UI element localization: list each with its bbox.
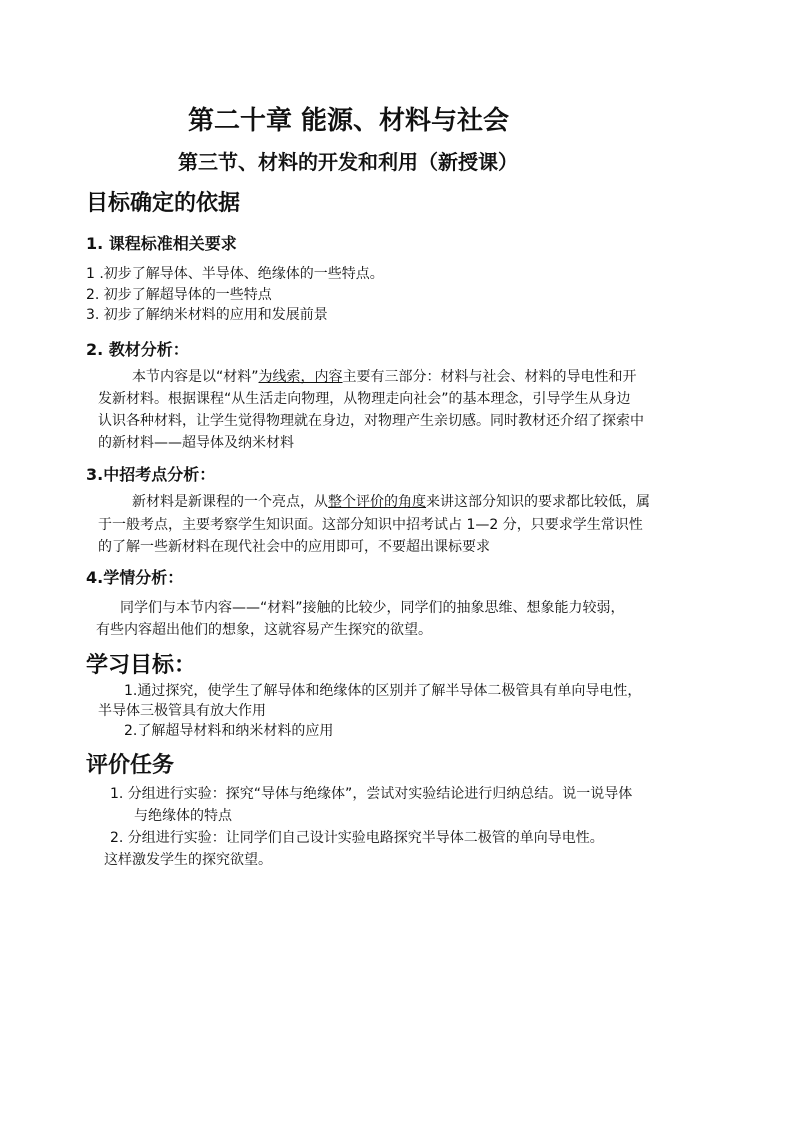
students-line-1: 同学们与本节内容——“材料”接触的比较少，同学们的抽象思维、想象能力较弱， [120,600,625,616]
goals-heading: 学习目标： [86,653,197,678]
exam-line-2: 于一般考点，主要考察学生知识面。这部分知识中招考试占 1—2 分，只要求学生常识性 [98,517,643,533]
task-1-line-1: 1. 分组进行实验：探究“导体与绝缘体”，尝试对实验结论进行归纳总结。说一说导体 [110,786,633,802]
exam-line-3: 的了解一些新材料在现代社会中的应用即可，不要超出课标要求 [98,539,490,555]
task-2: 2. 分组进行实验：让同学们自己设计实验电路探究半导体二极管的单向导电性。 [110,830,604,846]
exam-line-1 [132,490,650,514]
goals-line-3: 2.了解超导材料和纳米材料的应用 [124,723,334,739]
students-line-2: 有些内容超出他们的想象，这就容易产生探究的欲望。 [96,622,432,638]
textbook-line-4: 的新材料——超导体及纳米材料 [98,435,294,451]
page-title: 第二十章 能源、材料与社会 [188,106,510,136]
textbook-underlined: 为线索，内容 [258,369,343,385]
curriculum-heading: 1. 课程标准相关要求 [86,234,237,253]
section-basis-heading: 目标确定的依据 [86,191,241,216]
task-1-line-2: 与绝缘体的特点 [134,808,232,824]
goals-line-2: 半导体三极管具有放大作用 [98,703,266,719]
task-3: 这样激发学生的探究欲望。 [104,852,272,868]
textbook-line-3: 认识各种材料，让学生觉得物理就在身边，对物理产生亲切感。同时教材还介绍了探索中 [98,413,644,429]
textbook-line-2: 发新材料。根据课程“从生活走向物理，从物理走向社会”的基本理念，引导学生从身边 [98,391,631,407]
students-heading: 4.学情分析： [86,568,184,587]
textbook-line-1 [132,365,637,389]
curriculum-item-1: 1 .初步了解导体、半导体、绝缘体的一些特点。 [86,266,384,282]
exam-underlined: 整个评价的角度 [328,494,426,510]
goals-line-1: 1.通过探究，使学生了解导体和绝缘体的区别并了解半导体二极管具有单向导电性， [124,683,642,699]
exam-line-1-start: 新材料是新课程的一个亮点，从 [132,494,328,510]
curriculum-item-2: 2. 初步了解超导体的一些特点 [86,287,272,303]
textbook-heading: 2. 教材分析： [86,340,189,359]
textbook-line-1-start: 本节内容是以“材料” [132,369,259,385]
exam-line-1-end: 来讲这部分知识的要求都比较低，属 [426,494,650,510]
tasks-heading: 评价任务 [86,753,175,778]
page-subtitle: 第三节、材料的开发和利用（新授课） [178,150,518,174]
curriculum-item-3: 3. 初步了解纳米材料的应用和发展前景 [86,307,328,323]
exam-heading: 3.中招考点分析： [86,465,216,484]
textbook-line-1-end: 主要有三部分：材料与社会、材料的导电性和开 [342,369,637,385]
